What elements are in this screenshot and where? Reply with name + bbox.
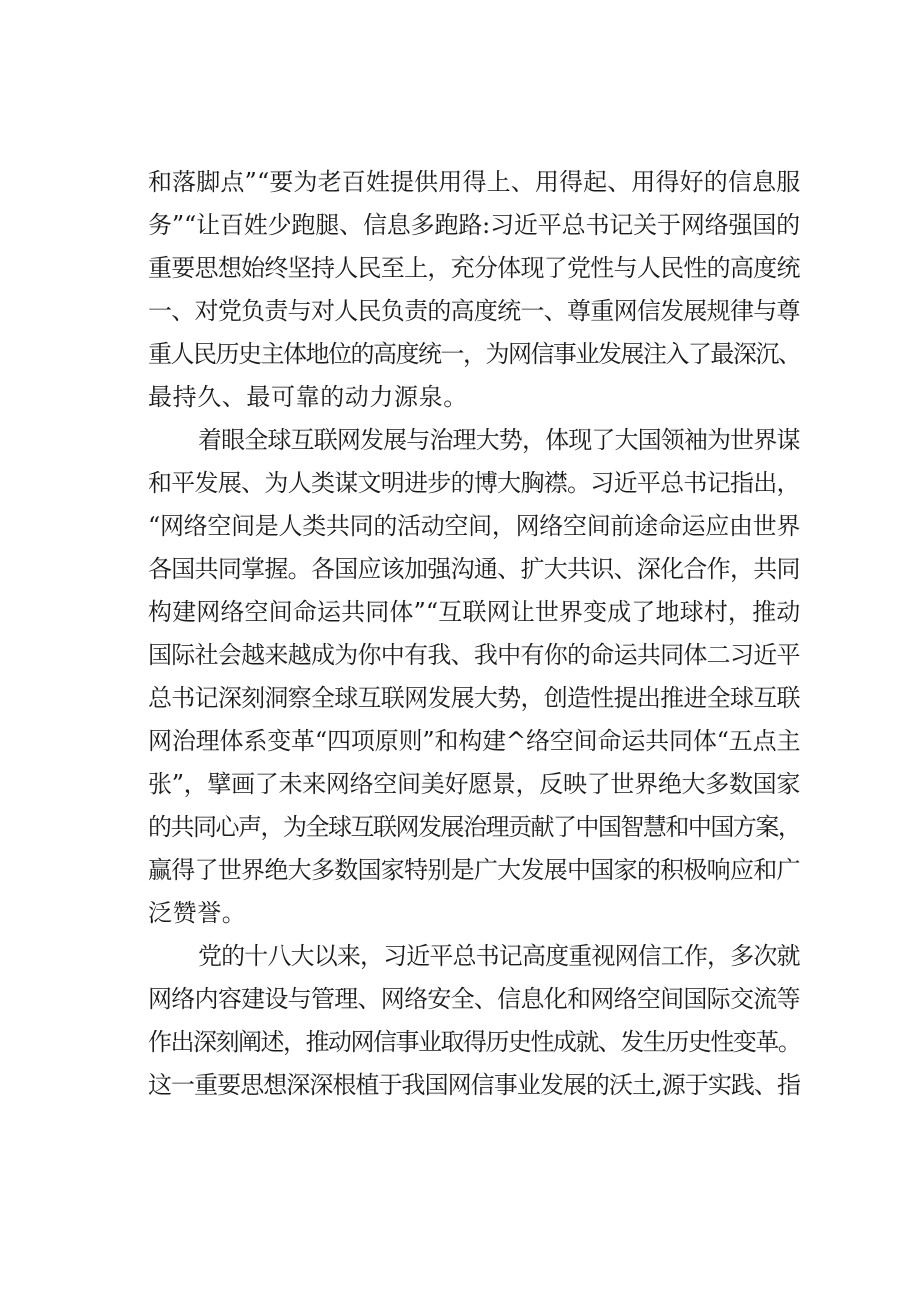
text-line: 和平发展、为人类谋文明进步的博大胸襟。习近平总书记指出， (148, 469, 800, 497)
text-line: 张”，擘画了未来网络空间美好愿景，反映了世界绝大多数国家 (148, 770, 801, 798)
text-line: 总书记深刻洞察全球互联网发展大势，创造性提出推进全球互联 (148, 684, 800, 712)
text-line: 和落脚点”“要为老百姓提供用得上、用得起、用得好的信息服 (148, 168, 801, 196)
text-line: 构建网络空间命运共同体”“互联网让世界变成了地球村，推动 (148, 598, 801, 626)
text-line: 网治理体系变革“四项原则”和构建^络空间命运共同体“五点主 (148, 727, 801, 755)
text-line: 这一重要思想深深根植于我国网信事业发展的沃土,源于实践、指 (148, 1071, 801, 1099)
text-line: 重人民历史主体地位的高度统一，为网信事业发展注入了最深沉、 (148, 340, 801, 368)
text-line: “网络空间是人类共同的活动空间，网络空间前途命运应由世界 (148, 512, 801, 540)
text-line: 一、对党负责与对人民负责的高度统一、尊重网信发展规律与尊 (148, 297, 800, 325)
text-line: 国际社会越来越成为你中有我、我中有你的命运共同体二习近平 (148, 641, 800, 669)
text-line: 的共同心声，为全球互联网发展治理贡献了中国智慧和中国方案， (148, 813, 801, 841)
text-line: 作出深刻阐述，推动网信事业取得历史性成就、发生历史性变革。 (148, 1028, 801, 1056)
text-line: 泛赞誉。 (148, 899, 247, 927)
text-line: 务”“让百姓少跑腿、信息多跑路:习近平总书记关于网络强国的 (148, 211, 801, 239)
paragraph-first-line: 着眼全球互联网发展与治理大势，体现了大国领袖为世界谋 (198, 426, 800, 454)
paragraph-first-line: 党的十八大以来，习近平总书记高度重视网信工作，多次就 (198, 942, 800, 970)
text-line: 赢得了世界绝大多数国家特别是广大发展中国家的积极响应和广 (148, 856, 800, 884)
text-line: 重要思想始终坚持人民至上，充分体现了党性与人民性的高度统 (148, 254, 800, 282)
text-line: 最持久、最可靠的动力源泉。 (148, 383, 468, 411)
text-line: 各国共同掌握。各国应该加强沟通、扩大共识、深化合作，共同 (148, 555, 800, 583)
text-line: 网络内容建设与管理、网络安全、信息化和网络空间国际交流等 (148, 985, 800, 1013)
